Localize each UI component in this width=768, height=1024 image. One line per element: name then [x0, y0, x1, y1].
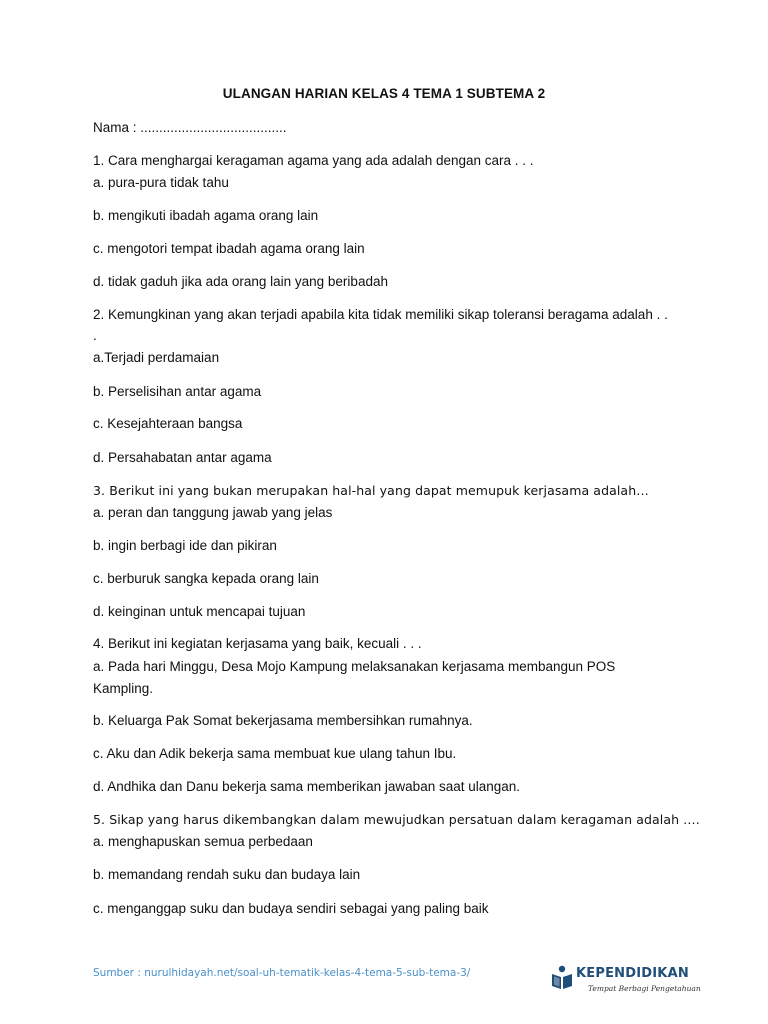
q2-option-a: a.Terjadi perdamaian: [93, 350, 220, 365]
source-link[interactable]: Sumber : nurulhidayah.net/soal-uh-tematik-kelas-4-tema-5-sub-tema-3/: [93, 967, 471, 979]
q4-option-c: c. Aku dan Adik bekerja sama membuat kue ulang tahun Ibu.: [93, 746, 457, 761]
q2-option-b: b. Perselisihan antar agama: [93, 384, 262, 399]
q3-option-d: d. keinginan untuk mencapai tujuan: [93, 604, 306, 619]
page-title: ULANGAN HARIAN KELAS 4 TEMA 1 SUBTEMA 2: [222, 86, 546, 101]
name-field: Nama : .......................................: [93, 120, 287, 135]
q2-option-c: c. Kesejahteraan bangsa: [93, 416, 243, 431]
question-2: 2. Kemungkinan yang akan terjadi apabila kita tidak memiliki sikap toleransi beragama adalah . .: [93, 307, 668, 322]
q1-option-c: c. mengotori tempat ibadah agama orang lain: [93, 241, 365, 256]
q4-option-b: b. Keluarga Pak Somat bekerjasama membersihkan rumahnya.: [93, 713, 473, 728]
q1-option-b: b. mengikuti ibadah agama orang lain: [93, 208, 319, 223]
question-1: 1. Cara menghargai keragaman agama yang ada adalah dengan cara . . .: [93, 153, 534, 168]
kependidikan-logo: [550, 962, 701, 998]
logo-text: KEPENDIDIKAN: [576, 966, 689, 981]
q2-option-d: d. Persahabatan antar agama: [93, 450, 272, 465]
q3-option-a: a. peran dan tanggung jawab yang jelas: [93, 505, 333, 520]
book-person-icon: [550, 965, 574, 991]
q4-option-d: d. Andhika dan Danu bekerja sama memberikan jawaban saat ulangan.: [93, 779, 521, 794]
q4-option-a-continuation: Kampling.: [93, 681, 154, 696]
q5-option-c: c. menganggap suku dan budaya sendiri sebagai yang paling baik: [93, 901, 489, 916]
question-4: 4. Berikut ini kegiatan kerjasama yang baik, kecuali . . .: [93, 636, 422, 651]
q1-option-a: a. pura-pura tidak tahu: [93, 175, 229, 190]
logo-tagline: Tempat Berbagi Pengetahuan: [588, 984, 701, 993]
question-3: 3. Berikut ini yang bukan merupakan hal-hal yang dapat memupuk kerjasama adalah…: [93, 483, 649, 498]
question-5: 5. Sikap yang harus dikembangkan dalam mewujudkan persatuan dalam keragaman adalah ….: [93, 812, 700, 827]
q1-option-d: d. tidak gaduh jika ada orang lain yang beribadah: [93, 274, 388, 289]
q3-option-b: b. ingin berbagi ide dan pikiran: [93, 538, 277, 553]
q5-option-b: b. memandang rendah suku dan budaya lain: [93, 867, 361, 882]
q3-option-c: c. berburuk sangka kepada orang lain: [93, 571, 319, 586]
q5-option-a: a. menghapuskan semua perbedaan: [93, 834, 313, 849]
q4-option-a: a. Pada hari Minggu, Desa Mojo Kampung melaksanakan kerjasama membangun POS: [93, 659, 616, 674]
question-2-continuation: .: [93, 328, 97, 343]
